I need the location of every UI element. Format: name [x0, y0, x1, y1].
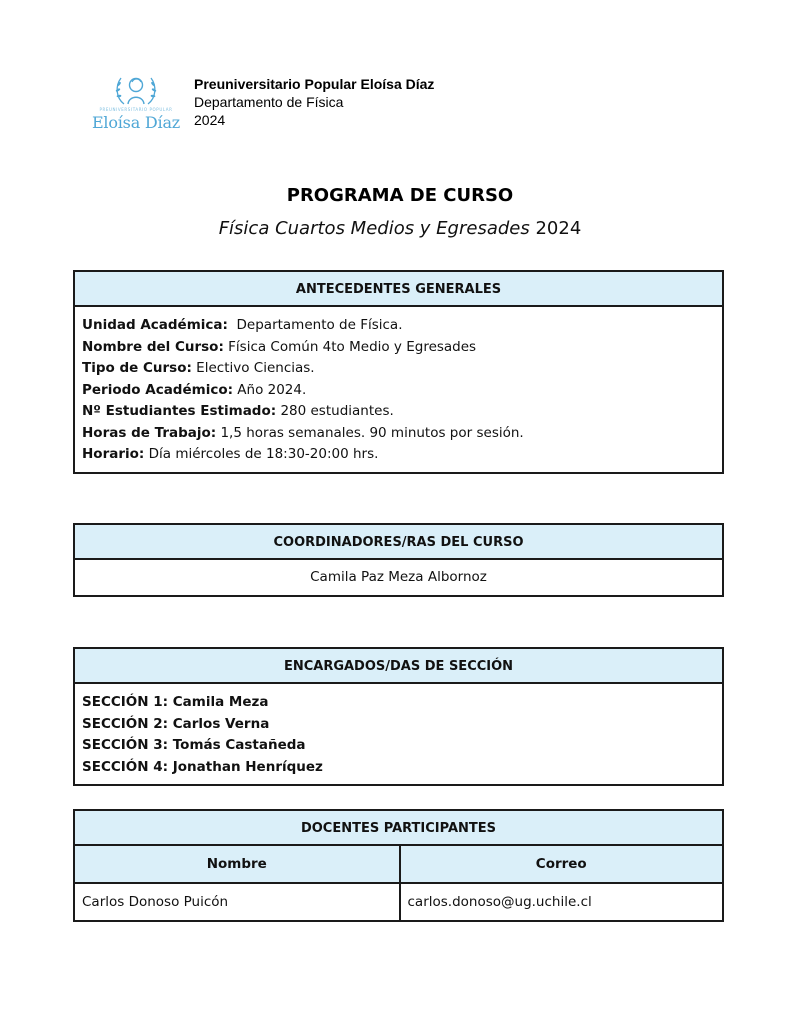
- logo: [90, 72, 182, 134]
- info-value: Departamento de Física.: [227, 317, 403, 333]
- laurel-emblem-icon: [90, 72, 182, 112]
- encargados-box: [73, 647, 724, 786]
- info-label: Horas de Trabajo:: [82, 424, 217, 441]
- section-item: SECCIÓN 1: Camila Meza: [82, 694, 269, 710]
- header-year: 2024: [194, 112, 226, 128]
- info-row: [82, 315, 715, 337]
- info-row: [82, 401, 715, 423]
- column-header-nombre: Nombre: [206, 856, 267, 872]
- info-value: Año 2024.: [233, 381, 307, 398]
- info-row: [82, 380, 715, 402]
- docentes-heading: DOCENTES PARTICIPANTES: [75, 811, 722, 846]
- organization-block: [194, 75, 434, 129]
- info-value: Día miércoles de 18:30-20:00 hrs.: [144, 446, 379, 462]
- info-label: Periodo Académico:: [82, 381, 233, 398]
- column-header-correo: Correo: [399, 846, 723, 882]
- coordinadores-heading: COORDINADORES/RAS DEL CURSO: [75, 525, 722, 560]
- organization-name: Preuniversitario Popular Eloísa Díaz: [194, 76, 435, 92]
- antecedentes-box: [73, 270, 724, 474]
- encargados-body: [75, 684, 722, 784]
- info-label: Unidad Académica:: [82, 317, 228, 333]
- antecedentes-heading: ANTECEDENTES GENERALES: [75, 272, 722, 307]
- info-label: Horario:: [82, 446, 145, 462]
- department-name: Departamento de Física: [194, 94, 344, 110]
- logo-text: Eloísa Díaz: [91, 113, 181, 132]
- docente-email-cell: carlos.donoso@ug.uchile.cl: [399, 884, 723, 920]
- section-item: SECCIÓN 4: Jonathan Henríquez: [82, 758, 323, 775]
- coordinadores-box: [73, 523, 724, 597]
- antecedentes-body: [75, 307, 722, 472]
- info-value: 1,5 horas semanales. 90 minutos por sesión.: [216, 424, 524, 441]
- docentes-box: [73, 809, 724, 922]
- info-row: [82, 337, 715, 359]
- info-label: Nombre del Curso:: [82, 338, 224, 355]
- table-header-row: [75, 846, 722, 884]
- document-subtitle: [0, 218, 800, 239]
- encargados-heading: ENCARGADOS/DAS DE SECCIÓN: [75, 649, 722, 684]
- info-value: 280 estudiantes.: [276, 403, 394, 419]
- subtitle-course: Física Cuartos Medios y Egresades: [218, 218, 530, 239]
- logo-subtext: PREUNIVERSITARIO POPULAR: [99, 107, 173, 112]
- info-value: Física Común 4to Medio y Egresades: [223, 338, 477, 355]
- docente-name-cell: Carlos Donoso Puicón: [82, 894, 229, 910]
- document-title: PROGRAMA DE CURSO: [286, 185, 514, 206]
- info-label: Tipo de Curso:: [82, 360, 192, 376]
- table-row: [75, 884, 722, 920]
- coordinador-name: Camila Paz Meza Albornoz: [310, 569, 487, 585]
- info-row: [82, 358, 715, 380]
- subtitle-year: 2024: [529, 218, 582, 239]
- section-item: SECCIÓN 2: Carlos Verna: [82, 715, 270, 732]
- section-item: SECCIÓN 3: Tomás Castañeda: [82, 737, 306, 753]
- info-value: Electivo Ciencias.: [191, 360, 315, 376]
- info-row: [82, 444, 715, 466]
- info-row: [82, 423, 715, 445]
- info-label: Nº Estudiantes Estimado:: [82, 403, 277, 419]
